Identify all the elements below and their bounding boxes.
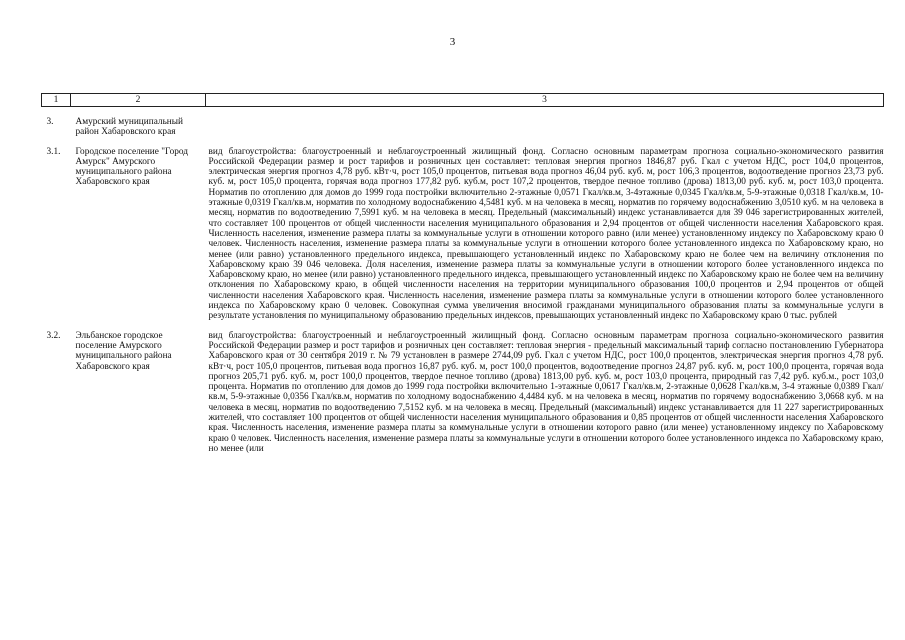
header-col-1: 1 — [42, 94, 71, 107]
page-number: 3 — [449, 36, 456, 48]
header-col-2: 2 — [71, 94, 206, 107]
table-row — [42, 322, 884, 455]
table-row — [42, 107, 884, 138]
row-number: 3.1. — [46, 146, 61, 157]
table-header — [42, 94, 884, 107]
table-header-row — [42, 94, 884, 107]
row-number: 3.2. — [46, 330, 61, 341]
municipality-name: Городское поселение "Город Амурск" Амурского муниципального района Хабаровского края — [75, 146, 188, 188]
tariff-table — [41, 93, 884, 454]
row-description — [206, 107, 884, 138]
municipality-name: Амурский муниципальный район Хабаровского края — [75, 117, 184, 138]
table-body — [42, 107, 884, 455]
header-col-3: 3 — [206, 94, 884, 107]
row-number: 3. — [46, 117, 54, 127]
row-description: вид благоустройства: благоустроенный и неблагоустроенный жилищный фонд. Согласно основным параметрам прогноза социально-экономического развития Российской Федерации размер и рост тарифов и розничных цен составляет: тепловая энергия прогноз 1846,87 руб. Гкал с учетом НДС, рост 104,0 процентов, электрическая энергия прогноз 4,78 руб. кВт·ч, рост 105,0 процентов, питьевая вода прогноз 46,04 руб. куб. м, рост 106,3 процентов, водоотведение прогноз 23,73 руб. куб. м, рост 105,0 процента, горячая вода прогноз 177,82 руб. куб.м, рост 107,2 процентов, твердое печное топливо (дрова) 1813,00 руб. куб. м, рост 103,0 процента. Норматив по отоплению для домов до 1999 года постройки включительно 2-этажные 0,0571 Гкал/кв.м, 3-4этажные 0,0345 Гкал/кв.м, 5-9-этажные 0,0318 Гкал/кв.м, 10-этажные 0,0319 Гкал/кв.м, норматив по холодному водоснабжению 4,5481 куб. м на человека в месяц, норматив по горячему водоснабжению 3,0510 куб. м на человека в месяц, норматив по водоотведению 7,5991 куб. м на человека в месяц. Предельный (максимальный) индекс устанавливается для 39 046 зарегистрированных жителей, что составляет 100 процентов от общей численности населения муниципального образования и 2,94 процентов от общей численности населения Хабаровского края. Численность населения, изменение размера платы за коммунальные услуги в отношении которого равно (или менее) установленному индексу по Хабаровскому краю 0 человек. Численность населения, изменение размера платы за коммунальные услуги в отношении которого более установленного индекса по Хабаровскому краю, но менее (или равно) установленного предельного индекса, превышающего установленный индекс по Хабаровскому краю не более чем на величину отклонения по Хабаровскому краю 39 046 человека. Доля населения, изменение размера платы за коммунальные услуги в отношении которого более установленного индекса по Хабаровскому краю, но менее (или равно) установленного предельного индекса, превышающего установленный индекс по Хабаровскому краю не более чем на величину отклонения по Хабаровскому краю, в общей численности населения на территории муниципального образования 100,0 процентов и 2,94 процентов от общей численности населения Хабаровского края. Численность населения, изменение размера платы за коммунальные услуги в отношении которого более установленного индекса по Хабаровскому краю 0 человек. Совокупная сумма увеличения вносимой гражданами муниципального образования платы за коммунальные услуги в результате установления по муниципальному образованию предельных индексов, превышающих установленный индекс по Хабаровскому краю 0 тыс. рублей — [208, 146, 884, 322]
municipality-name: Эльбанское городское поселение Амурского муниципального района Хабаровского края — [75, 330, 172, 372]
table-row — [42, 138, 884, 322]
row-description: вид благоустройства: благоустроенный и неблагоустроенный жилищный фонд. Согласно основным параметрам прогноза социально-экономического развития Российской Федерации размер и рост тарифов и розничных цен составляет: тепловая энергия - предельный максимальный тариф согласно постановлению Губернатора Хабаровского края от 30 сентября 2019 г. № 79 установлен в размере 2744,09 руб. Гкал с учетом НДС, рост 100,0 процентов, электрическая энергия прогноз 4,78 руб. кВт·ч, рост 105,0 процентов, питьевая вода прогноз 16,87 руб. куб. м, рост 100,0 процентов, водоотведение прогноз 24,87 руб. куб. м, рост 100,0 процента, горячая вода прогноз 205,71 руб. куб. м, рост 100,0 процентов, твердое печное топливо (дрова) 1813,00 руб. куб. м, рост 103,0 процента, природный газ 7,42 руб. куб.м., рост 103,0 процента. Норматив по отоплению для домов до 1999 года постройки включительно 1-этажные 0,0617 Гкал/кв.м, 2-этажные 0,0628 Гкал/кв.м, 3-4 этажные 0,0389 Гкал/кв.м, 5-9-этажные 0,0356 Гкал/кв.м, норматив по холодному водоснабжению 4,4484 куб. м на человека в месяц, норматив по горячему водоснабжению 3,0668 куб. м на человека в месяц, норматив по водоотведению 7,5152 куб. м на человека в месяц. Предельный (максимальный) индекс устанавливается для 11 227 зарегистрированных жителей, что составляет 100 процентов от общей численности населения муниципального образования и 0,85 процентов от общей численности населения Хабаровского края. Численность населения, изменение размера платы за коммунальные услуги в отношении которого равно (или менее) установленному индексу по Хабаровскому краю 0 человек. Численность населения, изменение размера платы за коммунальные услуги в отношении которого более установленного индекса по Хабаровскому краю, но менее (или — [208, 330, 884, 454]
